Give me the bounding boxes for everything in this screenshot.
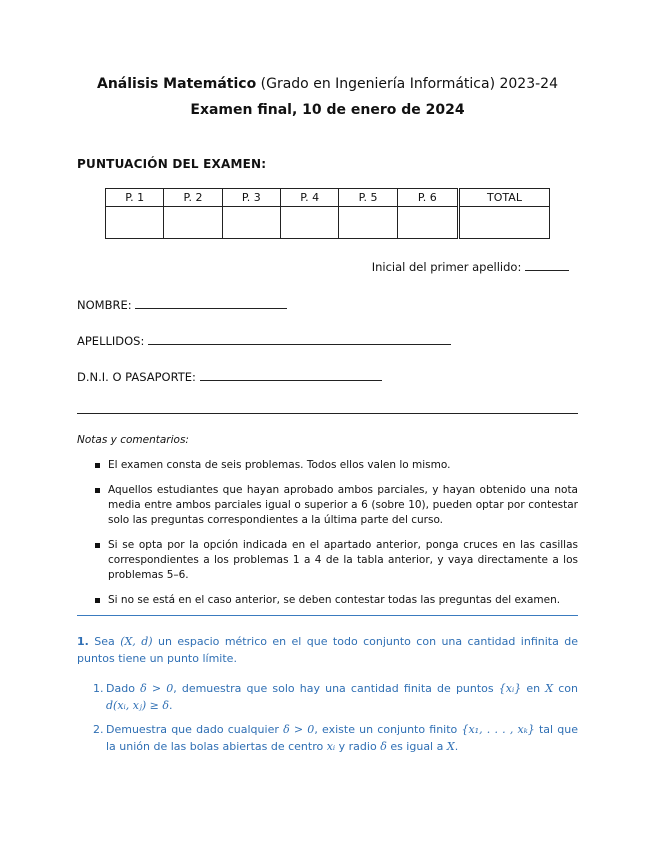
score-cell[interactable] [222, 207, 280, 239]
problem-number: 1. [77, 635, 89, 648]
inicial-field [372, 260, 569, 274]
dni-field [77, 370, 382, 384]
part-text: y radio [338, 740, 377, 753]
part-text: tal que la unión de las bolas abiertas de centro [106, 723, 579, 753]
nombre-blank[interactable] [135, 308, 287, 309]
math-expr: {xᵢ} [498, 682, 522, 695]
score-header-row [106, 189, 550, 207]
exam-title: Examen final, 10 de enero de 2024 [190, 102, 465, 118]
score-entry-row [106, 207, 550, 239]
problem-part [93, 721, 578, 755]
notes-heading: Notas y comentarios: [77, 434, 189, 446]
apellidos-label: APELLIDOS: [77, 334, 145, 348]
part-number: 1. [93, 682, 104, 695]
score-table [105, 188, 550, 239]
score-cell[interactable] [397, 207, 458, 239]
math-expr: {x₁, . . . , xₖ} [461, 723, 535, 736]
score-cell-total[interactable] [459, 207, 550, 239]
col-p5: P. 5 [339, 189, 397, 207]
note-item: El examen consta de seis problemas. Todos ellos valen lo mismo. [95, 458, 578, 473]
inicial-blank[interactable] [525, 270, 569, 271]
part-text: . [168, 699, 173, 712]
part-text: , demuestra que solo hay una cantidad finita de puntos [173, 682, 494, 695]
score-cell[interactable] [164, 207, 222, 239]
part-text: es igual a [390, 740, 444, 753]
col-p1: P. 1 [106, 189, 164, 207]
math-expr: X [446, 740, 455, 753]
math-expr: X [545, 682, 554, 695]
score-cell[interactable] [106, 207, 164, 239]
inicial-label: Inicial del primer apellido: [371, 260, 522, 274]
col-p6: P. 6 [397, 189, 458, 207]
part-text: Demuestra que dado cualquier [106, 723, 279, 736]
part-text: con [558, 682, 578, 695]
nombre-label: NOMBRE: [77, 298, 132, 312]
problem-1-statement [77, 633, 578, 667]
problem-text: Sea [94, 635, 115, 648]
score-cell[interactable] [281, 207, 339, 239]
part-text: . [454, 740, 459, 753]
note-item: Aquellos estudiantes que hayan aprobado ambos parciales, y hayan obtenido una nota media entre ambos parciales igual o superior a 6 (sobre 10), pueden optar por contestar solo las preguntas correspondientes a la última parte del curso. [95, 483, 578, 528]
score-cell[interactable] [339, 207, 397, 239]
apellidos-field [77, 334, 451, 348]
nombre-field [77, 298, 287, 312]
part-text: en [526, 682, 541, 695]
notes-list [95, 458, 578, 618]
col-p4: P. 4 [281, 189, 339, 207]
part-text: , existe un conjunto finito [314, 723, 458, 736]
note-item: Si no se está en el caso anterior, se deben contestar todas las preguntas del examen. [95, 593, 578, 608]
col-p3: P. 3 [222, 189, 280, 207]
note-item: Si se opta por la opción indicada en el apartado anterior, ponga cruces en las casillas correspondientes a los problemas 1 a 4 de la tabla anterior, y vaya directamente a los problemas 5–6. [95, 538, 578, 583]
problem-divider [77, 615, 578, 616]
col-total: TOTAL [459, 189, 550, 207]
math-expr: δ > 0 [283, 723, 315, 736]
math-expr: δ [380, 740, 387, 753]
divider [77, 413, 578, 414]
score-heading: PUNTUACIÓN DEL EXAMEN: [77, 157, 267, 171]
dni-label: D.N.I. O PASAPORTE: [77, 370, 196, 384]
dni-blank[interactable] [200, 380, 382, 381]
col-p2: P. 2 [164, 189, 222, 207]
part-text: Dado [106, 682, 135, 695]
math-expr: (X, d) [120, 635, 153, 648]
problem-1-parts [93, 680, 578, 762]
math-expr: δ > 0 [140, 682, 174, 695]
course-name: Análisis Matemático [97, 76, 257, 92]
part-number: 2. [93, 723, 104, 736]
problem-text: un espacio métrico en el que todo conjunto con una cantidad infinita de puntos tiene un punto límite. [77, 635, 579, 665]
course-details: (Grado en Ingeniería Informática) 2023-24 [256, 76, 558, 92]
course-title [0, 76, 655, 92]
math-expr: xᵢ [326, 740, 336, 753]
problem-part [93, 680, 578, 714]
apellidos-blank[interactable] [148, 344, 451, 345]
math-expr: d(xᵢ, xⱼ) ≥ δ [106, 699, 169, 712]
